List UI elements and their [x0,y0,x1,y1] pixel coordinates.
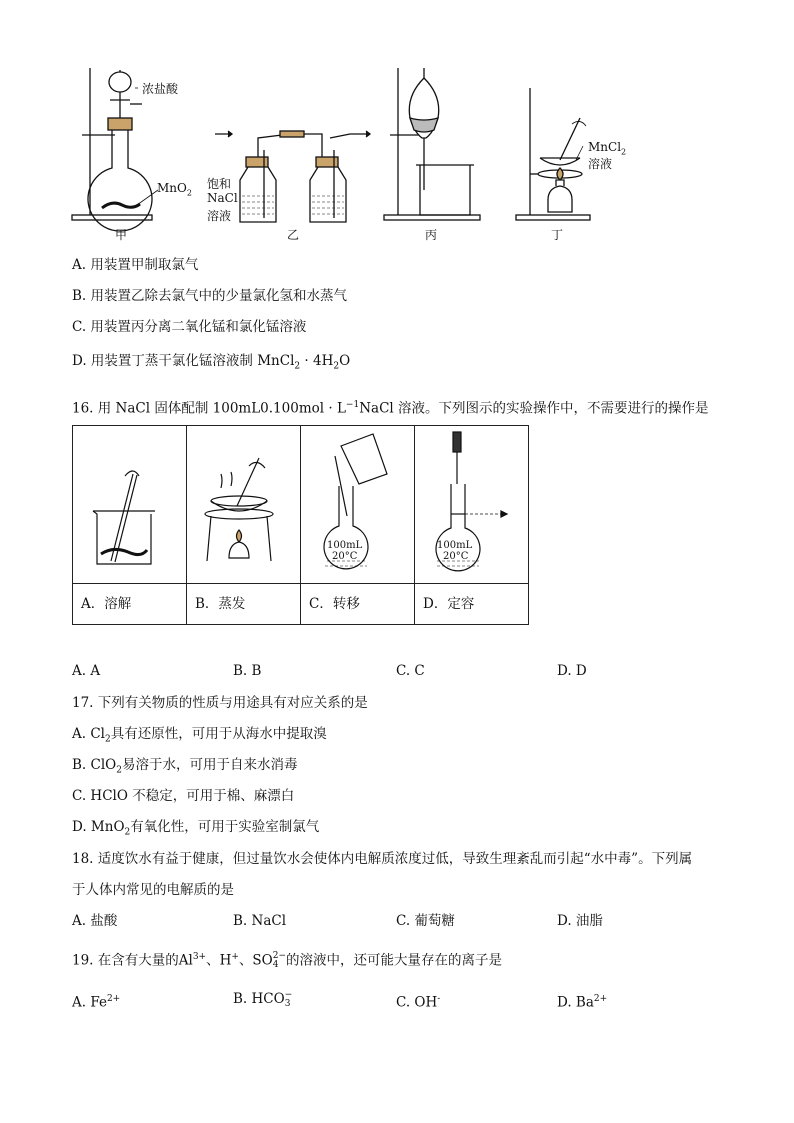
q19-stem-b: 、H [206,952,232,969]
label-mncl2-text: MnCl [588,140,622,154]
q19-stem [72,948,502,970]
op-caption-a: A．溶解 [73,584,187,625]
q18-stem-line1: 18. 适度饮水有益于健康，但过量饮水会使体内电解质浓度过低，导致生理紊乱而引起“水中毒”。下列属 [72,851,693,867]
operation-table [72,425,529,625]
caption-yi: 乙 [287,228,300,242]
q16-stem-a: 16. 用 NaCl 固体配制 100mL0.100mol · L [72,400,346,417]
op-caption-b: B．蒸发 [187,584,301,625]
op-evaporate-image [187,426,301,584]
op-transfer-image [301,426,415,584]
evaporating-dish-icon [187,426,292,579]
q17-b-b: 易溶于水，可用于自来水消毒 [121,757,298,773]
op-d-flask-temp: 20°C [443,551,469,562]
q19-option-c [396,990,440,1012]
q17-option-b [72,756,297,780]
q17-d-a: D. MnO [72,819,125,835]
op-c-flask-label: 100mL [327,540,363,551]
q19-b-text: B. HCO [233,991,285,1007]
caption-ding: 丁 [551,228,564,242]
q19-stem-a: 19. 在含有大量的Al [72,952,193,969]
q15-d-prefix: D. 用装置丁蒸干氯化锰溶液制 MnCl [72,353,295,369]
q19-a-text: A. Fe [72,994,107,1011]
label-saturated: 饱和 [207,177,232,191]
q15-option-d [72,352,350,376]
q19-so-sub: 4 [272,960,279,970]
q15-d-end: O [339,353,351,369]
q19-option-a [72,990,120,1012]
q19-d-sup: 2+ [593,994,608,1004]
q17-option-d [72,818,319,842]
apparatus-bing [384,68,480,220]
caption-bing: 丙 [425,228,438,242]
q19-b-sub: 3 [284,998,291,1009]
q19-b-sup: − [284,989,293,1000]
label-mno2-sub: 2 [186,188,192,198]
q17-option-c: C. HClO 不稳定，可用于棉、麻漂白 [72,788,295,804]
q15-option-a: A. 用装置甲制取氯气 [72,257,199,273]
q19-option-b [233,990,292,1009]
op-dissolve-image [73,426,187,584]
q17-b-a: B. ClO [72,757,117,773]
op-c-flask-temp: 20°C [332,551,358,562]
apparatus-yi [215,131,370,222]
q16-stem-b: NaCl 溶液。下列图示的实验操作中，不需要进行的操作是 [359,400,709,417]
q19-option-d [557,990,607,1012]
q19-stem-d: 的溶液中，还可能大量存在的离子是 [286,952,503,969]
q16-option-b: B. B [233,663,262,679]
q17-option-a [72,725,327,749]
op-caption-d: D．定容 [415,584,529,625]
label-mno2-text: MnO [157,181,187,195]
q17-a-a: A. Cl [72,726,105,742]
label-mncl2-sub: 2 [621,147,627,157]
op-caption-c: C．转移 [301,584,415,625]
q19-al-sup: 3+ [192,952,207,962]
q16-option-a: A. A [72,663,101,679]
q19-h-sup: + [231,952,239,962]
q18-option-b: B. NaCl [233,913,287,929]
q17-d-sub: 2 [124,827,131,838]
beaker-stir-icon [73,426,178,579]
label-mno2 [157,181,192,197]
q19-stem-c: 、SO [238,952,273,969]
q17-b-sub: 2 [116,765,122,776]
q17-a-b: 具有还原性，可用于从海水中提取溴 [110,726,327,742]
caption-jia: 甲 [115,228,128,242]
q19-a-sup: 2+ [106,994,121,1004]
q19-c-sup: - [437,994,441,1004]
label-solution-d: 溶液 [588,157,613,171]
q15-d-sub: 2 [294,361,301,372]
q18-stem-line2: 于人体内常见的电解质的是 [72,882,234,898]
q16-option-d: D. D [557,663,587,679]
op-d-flask-label: 100mL [437,540,473,551]
q15-d-sub2: 2 [333,361,340,372]
q18-option-c: C. 葡萄糖 [396,913,455,929]
label-nacl: NaCl [207,191,238,205]
q18-option-d: D. 油脂 [557,913,603,929]
op-fill-to-mark-image [415,426,529,584]
label-conc-hcl: 浓盐酸 [142,82,179,96]
q15-option-b: B. 用装置乙除去氯气中的少量氯化氢和水蒸气 [72,288,348,304]
q15-d-suffix: · 4H [300,353,334,369]
label-mncl2 [588,140,626,156]
q18-option-a: A. 盐酸 [72,913,118,929]
q17-d-b: 有氧化性，可用于实验室制氯气 [130,819,320,835]
q19-d-text: D. Ba [557,994,594,1011]
q17-stem: 17. 下列有关物质的性质与用途具有对应关系的是 [72,695,368,711]
q16-option-c: C. C [396,663,425,679]
q19-so-sup: 2− [272,951,287,961]
q16-stem [72,396,709,418]
apparatus-figure [0,0,794,250]
label-solution-b: 溶液 [207,209,232,223]
q15-option-c: C. 用装置丙分离二氧化锰和氯化锰溶液 [72,319,307,335]
q16-stem-sup: −1 [345,400,360,410]
q19-c-text: C. OH [396,994,438,1011]
q17-a-sub: 2 [104,734,111,745]
apparatus-ding [516,88,590,220]
